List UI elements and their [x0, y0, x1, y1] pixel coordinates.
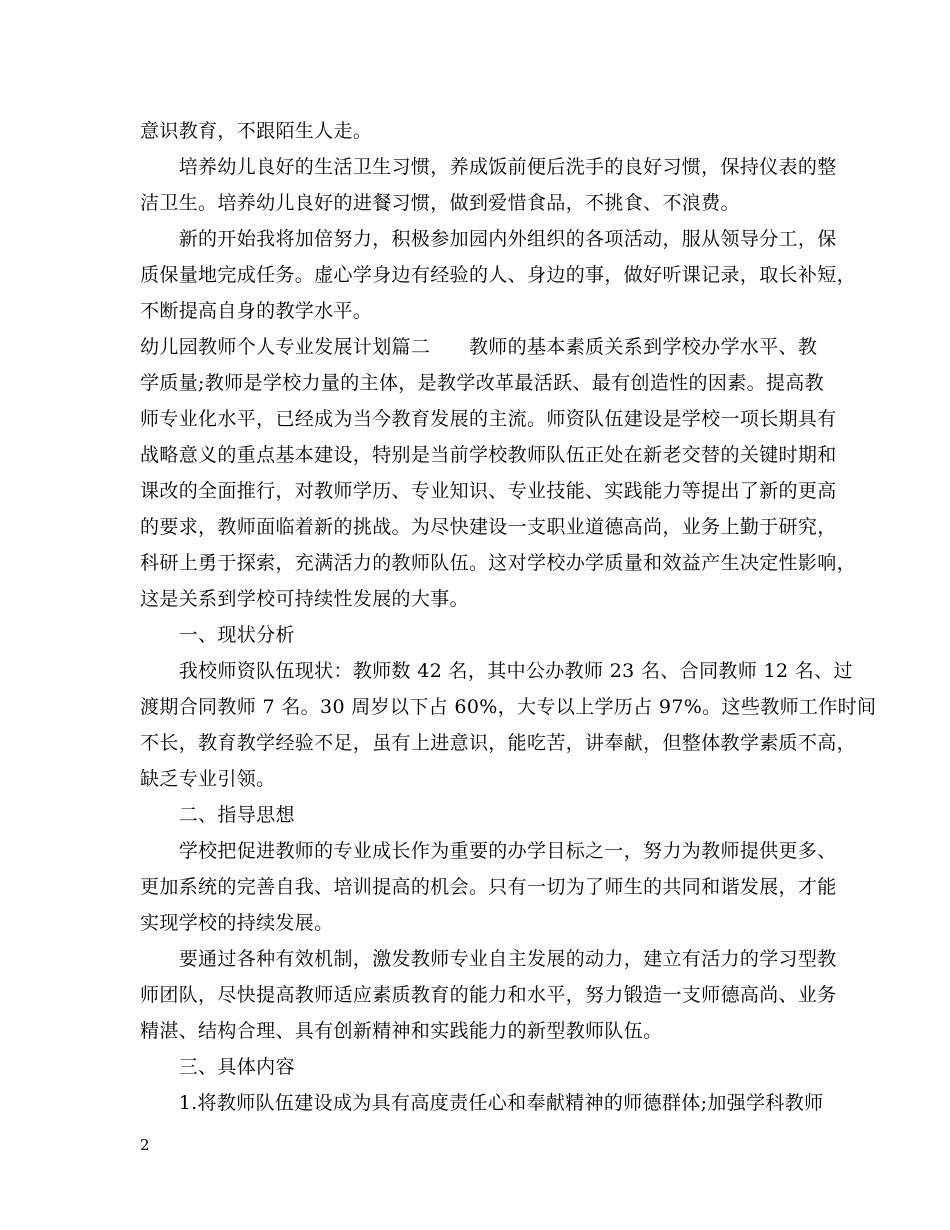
- text-line: 更加系统的完善自我、培训提高的机会。只有一切为了师生的共同和谐发展，才能: [140, 876, 837, 898]
- text-line: 我校师资队伍现状：教师数 42 名，其中公办教师 23 名、合同教师 12 名、过: [140, 660, 853, 682]
- text-line: 师专业化水平，已经成为当今教育发展的主流。师资队伍建设是学校一项长期具有: [140, 408, 837, 430]
- text-line: 渡期合同教师 7 名。30 周岁以下占 60%，大专以上学历占 97%。这些教师工作时间: [140, 696, 877, 718]
- text-line: 不断提高自身的教学水平。: [140, 300, 373, 322]
- text-line: 的要求，教师面临着新的挑战。为尽快建设一支职业道德高尚，业务上勤于研究，: [140, 516, 837, 538]
- text-line: 1.将教师队伍建设成为具有高度责任心和奉献精神的师德群体;加强学科教师: [140, 1092, 824, 1114]
- text-line: 战略意义的重点基本建设，特别是当前学校教师队伍正处在新老交替的关键时期和: [140, 444, 837, 466]
- subheading-line: 一、现状分析: [140, 624, 295, 646]
- subheading-line: 二、指导思想: [140, 804, 295, 826]
- text-line: 要通过各种有效机制，激发教师专业自主发展的动力，建立有活力的学习型教: [140, 948, 837, 970]
- text-line: 新的开始我将加倍努力，积极参加园内外组织的各项活动，服从领导分工，保: [140, 228, 837, 250]
- text-line: 质保量地完成任务。虚心学身边有经验的人、身边的事，做好听课记录，取长补短，: [140, 264, 856, 286]
- text-line: 课改的全面推行，对教师学历、专业知识、专业技能、实践能力等提出了新的更高: [140, 480, 837, 502]
- text-line: 学质量;教师是学校力量的主体，是教学改革最活跃、最有创造性的因素。提高教: [140, 372, 825, 394]
- text-line: 意识教育，不跟陌生人走。: [140, 120, 373, 142]
- page-number: 2: [140, 1136, 150, 1154]
- text-line: 不长，教育教学经验不足，虽有上进意识，能吃苦，讲奉献，但整体教学素质不高，: [140, 732, 856, 754]
- text-line: 科研上勇于探索，充满活力的教师队伍。这对学校办学质量和效益产生决定性影响，: [140, 552, 856, 574]
- text-line: 精湛、结构合理、具有创新精神和实践能力的新型教师队伍。: [140, 1020, 663, 1042]
- text-line: 培养幼儿良好的生活卫生习惯，养成饭前便后洗手的良好习惯，保持仪表的整: [140, 156, 837, 178]
- text-line: 洁卫生。培养幼儿良好的进餐习惯，做到爱惜食品，不挑食、不浪费。: [140, 192, 740, 214]
- text-line: 缺乏专业引领。: [140, 768, 276, 790]
- section-heading-line: 幼儿园教师个人专业发展计划篇二 教师的基本素质关系到学校办学水平、教: [140, 336, 818, 358]
- text-line: 学校把促进教师的专业成长作为重要的办学目标之一，努力为教师提供更多、: [140, 840, 837, 862]
- text-line: 这是关系到学校可持续性发展的大事。: [140, 588, 469, 610]
- text-line: 师团队，尽快提高教师适应素质教育的能力和水平，努力锻造一支师德高尚、业务: [140, 984, 837, 1006]
- subheading-line: 三、具体内容: [140, 1056, 295, 1078]
- text-line: 实现学校的持续发展。: [140, 912, 334, 934]
